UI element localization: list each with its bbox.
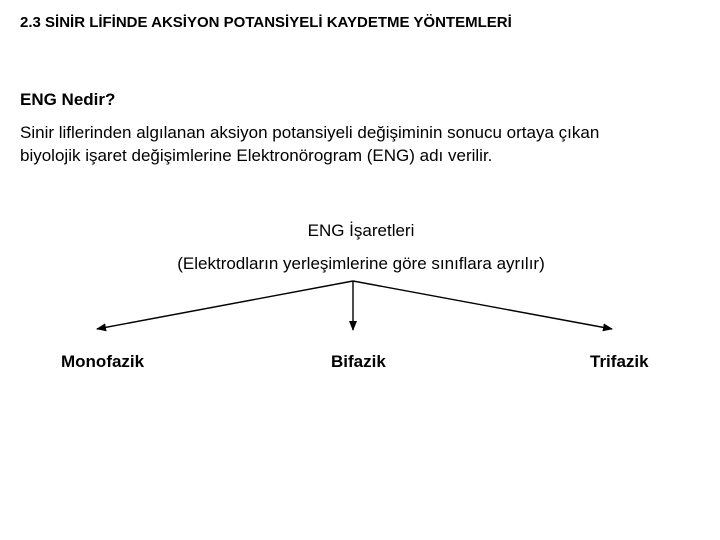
diagram-note: (Elektrodların yerleşimlerine göre sınıflara ayrılır): [177, 254, 545, 273]
arrow-to-trifazik: [353, 281, 612, 329]
slide-title: 2.3 SİNİR LİFİNDE AKSİYON POTANSİYELİ KAYDETME YÖNTEMLERİ: [20, 14, 512, 31]
branch-bifazik: Bifazik: [331, 352, 386, 371]
arrow-to-monofazik: [97, 281, 353, 329]
branch-monofazik: Monofazik: [61, 352, 145, 371]
diagram-heading: ENG İşaretleri: [307, 221, 415, 240]
branch-trifazik: Trifazik: [590, 352, 649, 371]
definition-line-2: biyolojik işaret değişimlerine Elektronörogram (ENG) adı verilir.: [20, 146, 493, 165]
definition-line-1: Sinir liflerinden algılanan aksiyon potansiyeli değişiminin sonucu ortaya çıkan: [20, 123, 600, 142]
question-heading: ENG Nedir?: [20, 90, 116, 109]
